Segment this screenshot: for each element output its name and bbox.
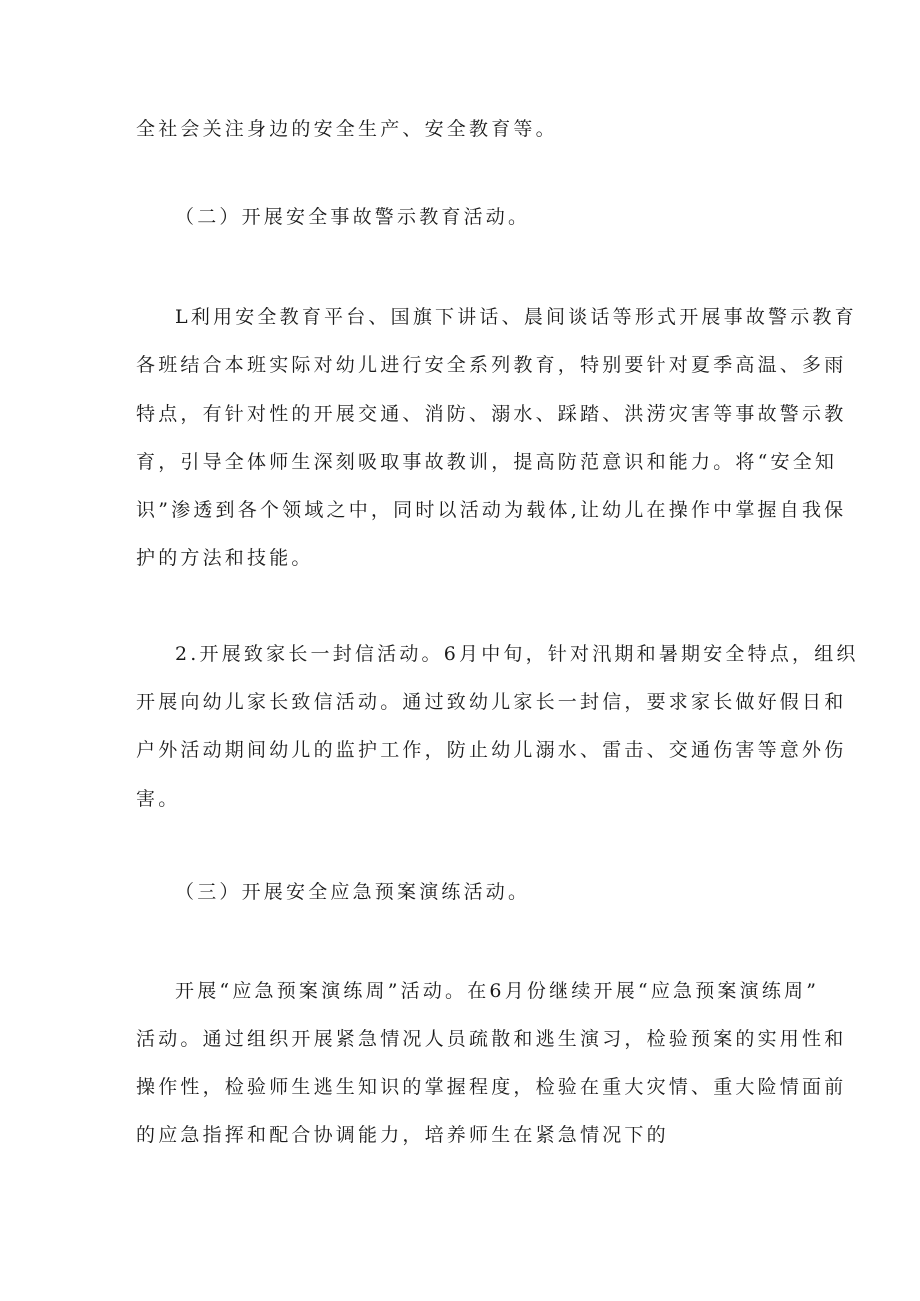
- drill-paragraph-line-3: 操作性，检验师生逃生知识的掌握程度，检验在重大灾情、重大险情面前: [136, 1076, 847, 1098]
- item-1-line-6: 护的方法和技能。: [136, 547, 314, 569]
- section-heading-2: （二）开展安全事故警示教育活动。: [175, 206, 531, 228]
- item-2-line-4: 害。: [136, 788, 181, 810]
- drill-paragraph-line-2: 活动。通过组织开展紧急情况人员疏散和逃生演习，检验预案的实用性和: [136, 1028, 847, 1050]
- item-1-line-2: 各班结合本班实际对幼儿进行安全系列教育，特别要针对夏季高温、多雨: [136, 354, 847, 376]
- item-2-line-3: 户外活动期间幼儿的监护工作，防止幼儿溺水、雷击、交通伤害等意外伤: [136, 739, 847, 761]
- drill-paragraph-line-4: 的应急指挥和配合协调能力，培养师生在紧急情况下的: [136, 1124, 669, 1146]
- item-1-line-4: 育，引导全体师生深刻吸取事故教训，提高防范意识和能力。将“安全知: [136, 451, 838, 473]
- item-1-line-5: 识”渗透到各个领域之中，同时以活动为载体,让幼儿在操作中掌握自我保: [136, 499, 847, 521]
- drill-paragraph-line-1: 开展“应急预案演练周”活动。在6月份继续开展“应急预案演练周”: [175, 980, 820, 1002]
- item-1-line-3: 特点，有针对性的开展交通、消防、溺水、踩踏、洪涝灾害等事故警示教: [136, 403, 847, 425]
- item-1-line-1: L利用安全教育平台、国旗下讲话、晨间谈话等形式开展事故警示教育: [175, 306, 857, 328]
- item-2-line-2: 开展向幼儿家长致信活动。通过致幼儿家长一封信，要求家长做好假日和: [136, 691, 847, 713]
- section-heading-3: （三）开展安全应急预案演练活动。: [175, 881, 531, 903]
- paragraph-continuation-line: 全社会关注身边的安全生产、安全教育等。: [136, 118, 558, 140]
- item-2-line-1: 2.开展致家长一封信活动。6月中旬，针对汛期和暑期安全特点，组织: [175, 643, 859, 665]
